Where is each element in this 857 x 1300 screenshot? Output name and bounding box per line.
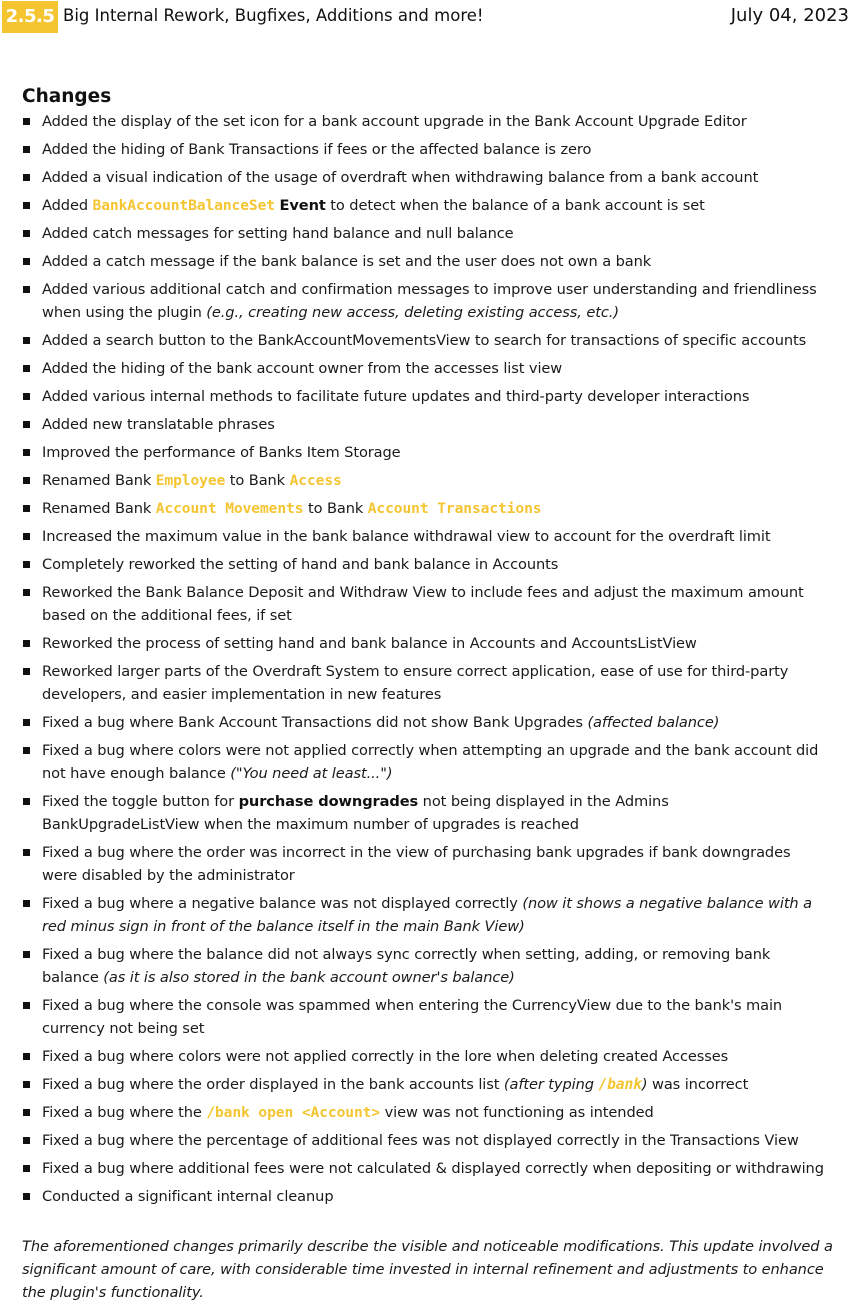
change-item: [0, 1157, 857, 1180]
change-text: Fixed a bug where Bank Account Transactions did not show Bank Upgrades: [42, 714, 588, 731]
change-item: [0, 441, 857, 464]
change-text: Fixed a bug where the order displayed in the bank accounts list: [42, 1076, 504, 1093]
change-text: Fixed a bug where a negative balance was not displayed correctly: [42, 895, 523, 912]
bold-term: purchase downgrades: [238, 793, 419, 810]
footer-note: The aforementioned changes primarily describe the visible and noticeable modifications. This update involved a significant amount of care, with considerable time invested in internal refinement and adjustments to enhance the plugin's functionality.: [22, 1238, 833, 1300]
change-item: [0, 525, 857, 548]
change-item: [0, 1073, 857, 1096]
change-text: was incorrect: [647, 1076, 749, 1093]
change-item: [0, 469, 857, 492]
changes-list: [0, 110, 857, 1213]
change-text: Fixed a bug where the: [42, 1104, 207, 1121]
change-item: [0, 660, 857, 706]
change-text: Added: [42, 197, 93, 214]
change-item: [0, 1129, 857, 1152]
change-text: Completely reworked the setting of hand and bank balance in Accounts: [42, 556, 559, 573]
italic-note: (after typing: [503, 1076, 599, 1093]
change-text: to Bank: [225, 472, 290, 489]
change-text: not being displayed in the Admins BankUpgradeListView when the maximum number of upgrades is reached: [42, 793, 669, 833]
change-item: [0, 892, 857, 938]
italic-note: ): [641, 1076, 648, 1093]
code-term: /bank: [598, 1076, 642, 1093]
change-item: [0, 632, 857, 655]
release-title: Big Internal Rework, Bugfixes, Additions and more!: [63, 6, 484, 25]
change-text: Added various additional catch and confirmation messages to improve user understanding and friendliness when using the plugin: [42, 281, 817, 321]
release-header: [0, 0, 857, 34]
italic-note: ("You need at least..."): [230, 765, 393, 782]
change-text: Fixed a bug where colors were not applied correctly when attempting an upgrade and the bank account did not have enough balance: [42, 742, 819, 782]
change-text: Renamed Bank: [42, 500, 156, 517]
code-term: BankAccountBalanceSet: [92, 197, 275, 214]
change-item: [0, 329, 857, 352]
italic-note: (affected balance): [587, 714, 720, 731]
change-text: Fixed the toggle button for: [42, 793, 239, 810]
change-item: [0, 110, 857, 133]
change-item: [0, 385, 857, 408]
change-item: [0, 994, 857, 1040]
change-text: Conducted a significant internal cleanup: [42, 1188, 334, 1205]
change-text: to detect when the balance of a bank account is set: [325, 197, 705, 214]
code-term: Account Movements: [155, 500, 304, 517]
change-item: [0, 739, 857, 785]
change-text: Fixed a bug where the console was spammed when entering the CurrencyView due to the bank's main currency not being set: [42, 997, 783, 1037]
italic-note: (e.g., creating new access, deleting existing access, etc.): [206, 304, 619, 321]
change-text: Reworked the Bank Balance Deposit and Withdraw View to include fees and adjust the maximum amount based on the additional fees, if set: [42, 584, 804, 624]
change-text: Renamed Bank: [42, 472, 156, 489]
change-item: [0, 553, 857, 576]
change-item: [0, 841, 857, 887]
change-item: [0, 581, 857, 627]
release-date: July 04, 2023: [730, 5, 849, 26]
change-text: Added catch messages for setting hand balance and null balance: [42, 225, 514, 242]
change-item: [0, 943, 857, 989]
code-term: /bank open <Account>: [206, 1104, 381, 1121]
change-text: Added a visual indication of the usage of overdraft when withdrawing balance from a bank account: [42, 169, 759, 186]
code-term: Account Transactions: [367, 500, 542, 517]
change-item: [0, 790, 857, 836]
change-item: [0, 166, 857, 189]
change-item: [0, 194, 857, 217]
change-item: [0, 278, 857, 324]
changes-heading: Changes: [22, 86, 112, 107]
change-item: [0, 250, 857, 273]
change-text: Reworked the process of setting hand and bank balance in Accounts and AccountsListView: [42, 635, 697, 652]
change-text: Reworked larger parts of the Overdraft System to ensure correct application, ease of use for third-party developers, and easier implementation in new features: [42, 663, 789, 703]
change-text: Added various internal methods to facilitate future updates and third-party developer interactions: [42, 388, 750, 405]
change-text: view was not functioning as intended: [380, 1104, 654, 1121]
change-text: Fixed a bug where the order was incorrect in the view of purchasing bank upgrades if bank downgrades were disabled by the administrator: [42, 844, 791, 884]
change-text: Fixed a bug where the percentage of additional fees was not displayed correctly in the Transactions View: [42, 1132, 799, 1149]
bold-term: Event: [279, 197, 326, 214]
italic-note: (now it shows a negative balance with a red minus sign in front of the balance itself in the main Bank View): [42, 895, 812, 935]
change-text: Added the hiding of Bank Transactions if fees or the affected balance is zero: [42, 141, 592, 158]
version-badge: 2.5.5: [2, 1, 58, 33]
change-item: [0, 497, 857, 520]
change-text: Added a catch message if the bank balance is set and the user does not own a bank: [42, 253, 652, 270]
change-text: Added new translatable phrases: [42, 416, 275, 433]
change-item: [0, 1101, 857, 1124]
code-term: Employee: [155, 472, 226, 489]
change-item: [0, 711, 857, 734]
change-text: Added the display of the set icon for a bank account upgrade in the Bank Account Upgrade Editor: [42, 113, 747, 130]
change-text: Fixed a bug where the balance did not always sync correctly when setting, adding, or removing bank balance: [42, 946, 771, 986]
change-text: Increased the maximum value in the bank balance withdrawal view to account for the overdraft limit: [42, 528, 771, 545]
italic-note: (as it is also stored in the bank account owner's balance): [103, 969, 515, 986]
change-item: [0, 413, 857, 436]
change-text: to Bank: [303, 500, 368, 517]
change-item: [0, 138, 857, 161]
change-item: [0, 1045, 857, 1068]
change-item: [0, 357, 857, 380]
change-item: [0, 222, 857, 245]
change-text: Fixed a bug where additional fees were not calculated & displayed correctly when depositing or withdrawing: [42, 1160, 824, 1177]
change-item: [0, 1185, 857, 1208]
change-text: Fixed a bug where colors were not applied correctly in the lore when deleting created Accesses: [42, 1048, 729, 1065]
change-text: Added the hiding of the bank account owner from the accesses list view: [42, 360, 563, 377]
change-text: Improved the performance of Banks Item Storage: [42, 444, 401, 461]
code-term: Access: [289, 472, 342, 489]
change-text: Added a search button to the BankAccountMovementsView to search for transactions of specific accounts: [42, 332, 807, 349]
